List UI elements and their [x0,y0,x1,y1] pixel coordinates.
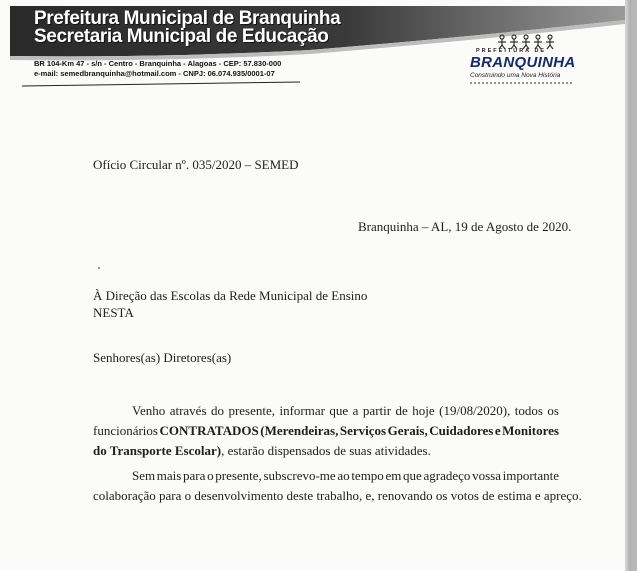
salutation: Senhores(as) Diretores(as) [93,350,232,365]
bold-word: e [494,423,501,438]
word: que [403,468,422,483]
logo-slogan: Construindo uma Nova História [470,72,561,79]
paragraph-1-line-1 [93,401,559,421]
word: subscrevo-me [263,468,336,483]
header-title-prefeitura: Prefeitura Municipal de Branquinha [34,8,341,29]
word: mais [156,468,182,483]
header-address: BR 104-Km 47 - s/n - Centro - Branquinha - Alagoas - CEP: 57.830-000 [34,59,282,68]
header-title-secretaria: Secretaria Municipal de Educação [34,26,329,47]
paragraph-2-line-1 [93,466,559,486]
bold-word: Serviços [339,423,387,438]
paragraph-1-line-2 [93,421,559,441]
word: hoje [412,403,435,418]
word: para [183,468,206,483]
paper-speck [98,267,100,269]
paragraph-1 [93,401,559,461]
bold-word: Monitores [502,423,559,438]
paragraph-2 [93,466,582,506]
word: presente, [228,403,275,418]
place-and-date: Branquinha – AL, 19 de Agosto de 2020. [358,219,572,234]
word: informar [279,403,325,418]
word: que [329,403,349,418]
logo-dotted-line [470,81,574,85]
word: Venho [132,403,166,418]
logo-name: BRANQUINHA [470,54,576,71]
recipient-line-1: À Direção das Escolas da Rede Municipal de Ensino [93,288,368,303]
word: o [207,468,214,483]
oficio-number: Ofício Circular nº. 035/2020 – SEMED [93,157,299,172]
word: de [395,403,408,418]
branquinha-logo [462,34,582,90]
paragraph-2-line-2 [93,486,582,506]
word: através [169,403,207,418]
logo-prefeitura-de: PREFEITURA DE [476,48,547,54]
word: ao [337,468,350,483]
phrase: , estarão dispensados de suas atividades. [221,443,431,458]
recipient-line-2: NESTA [93,305,134,320]
phrase: colaboração para o desenvolvimento deste trabalho, e, renovando os votos de estima e apreço. [93,488,582,503]
word: partir [362,403,392,418]
word: todos [514,403,543,418]
word: agradeço [423,468,471,483]
bold-phrase: do Transporte Escolar) [93,443,222,458]
page-edge-shadow [625,0,631,571]
word: os [547,403,559,418]
bold-word: Gerais, [387,423,428,438]
word: Sem [132,468,156,483]
word: (19/08/2020), [439,403,511,418]
bold-word: Cuidadores [429,423,494,438]
bold-word: (Merendeiras, [260,423,339,438]
word: a [352,403,359,418]
word: presente, [215,468,262,483]
word: do [210,403,224,418]
paragraph-1-line-3 [93,441,559,461]
word: em [385,468,402,483]
bold-word: CONTRATADOS [159,423,259,438]
word: tempo [351,468,384,483]
word: vossa [472,468,501,483]
header-email-cnpj: e-mail: semedbranquinha@hotmail.com - CNPJ: 06.074.935/0001-07 [34,69,275,78]
word: funcionários [93,423,158,438]
word: importante [502,468,559,483]
